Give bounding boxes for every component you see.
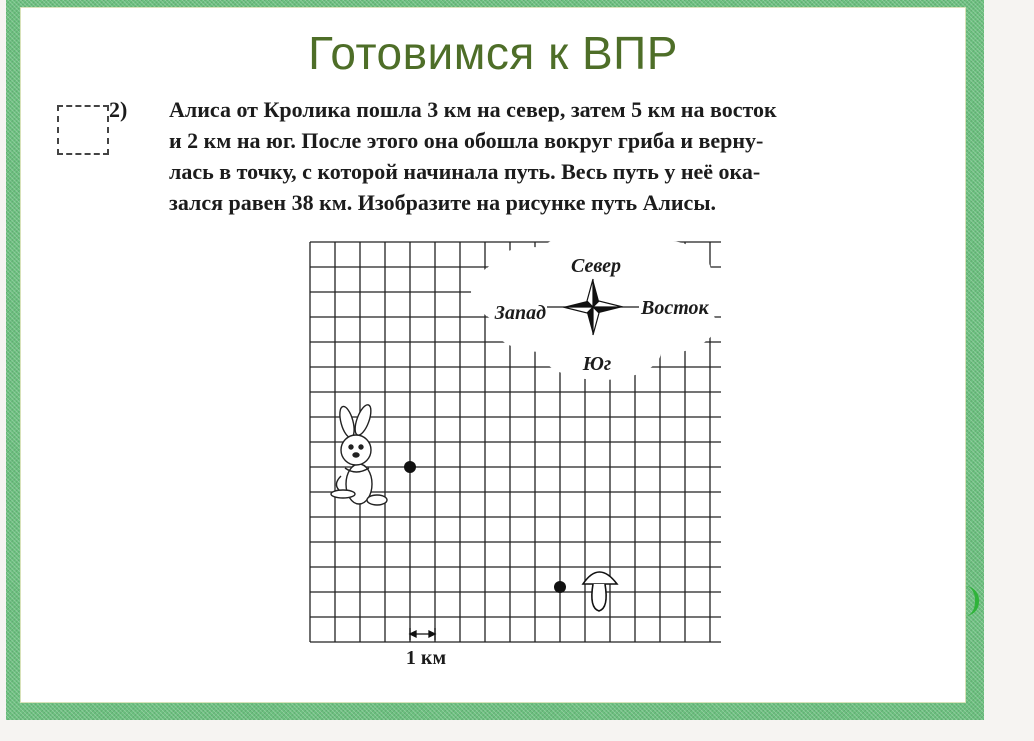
compass-south: Юг bbox=[582, 353, 612, 375]
scale-label: 1 км bbox=[405, 647, 447, 669]
task-text bbox=[109, 94, 949, 218]
compass-north: Север bbox=[571, 255, 621, 277]
task-line-1 bbox=[109, 94, 949, 125]
answer-box[interactable] bbox=[57, 105, 109, 155]
slide-title: Готовимся к ВПР bbox=[308, 27, 678, 79]
mushroom-point bbox=[554, 581, 566, 593]
rabbit-icon bbox=[331, 403, 387, 505]
slide bbox=[20, 7, 966, 703]
task-line-2 bbox=[139, 125, 949, 156]
start-point bbox=[404, 461, 416, 473]
grid-figure bbox=[281, 232, 721, 672]
task-line-2-text: и 2 км на юг. После этого она обошла вокруг гриба и верну- bbox=[169, 128, 764, 153]
task-line-4-text: зался равен 38 км. Изобразите на рисунке путь Алисы. bbox=[169, 190, 717, 215]
task-line-3-text: лась в точку, с которой начинала путь. Весь путь у неё ока- bbox=[169, 159, 761, 184]
compass-west: Запад bbox=[494, 302, 546, 324]
scale-marker bbox=[410, 628, 435, 640]
task-line-1-text: Алиса от Кролика пошла 3 км на север, затем 5 км на восток bbox=[169, 97, 777, 122]
task-line-4 bbox=[139, 187, 949, 218]
task-line-3 bbox=[139, 156, 949, 187]
compass-east: Восток bbox=[641, 297, 709, 319]
task-number: 2) bbox=[109, 97, 128, 122]
